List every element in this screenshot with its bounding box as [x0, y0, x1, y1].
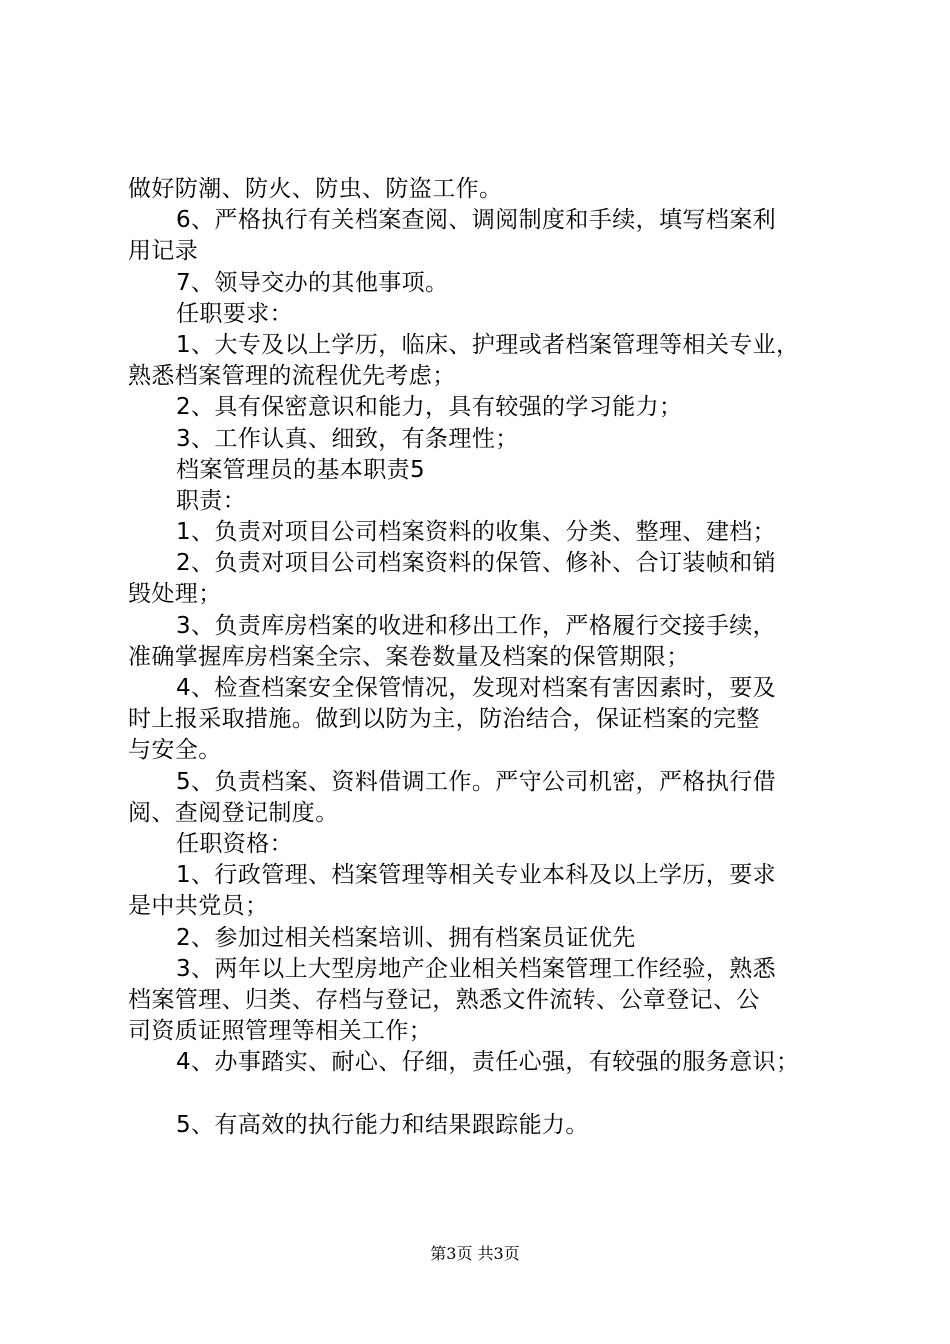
text-line: 1、大专及以上学历，临床、护理或者档案管理等相关专业， [176, 331, 800, 358]
text-line: 做好防潮、防火、防虫、防盗工作。 [128, 176, 503, 202]
text-line: 熟悉档案管理的流程优先考虑； [128, 363, 456, 390]
text-line: 2、负责对项目公司档案资料的保管、修补、合订装帧和销 [176, 550, 777, 577]
text-line: 准确掌握库房档案全宗、案卷数量及档案的保管期限； [128, 643, 690, 670]
text-line: 2、具有保密意识和能力，具有较强的学习能力； [176, 394, 683, 421]
text-line: 阅、查阅登记制度。 [128, 799, 339, 826]
text-line: 1、负责对项目公司档案资料的收集、分类、整理、建档； [176, 519, 777, 546]
text-line: 毁处理； [128, 581, 222, 608]
text-line: 6、严格执行有关档案查阅、调阅制度和手续，填写档案利 [176, 207, 777, 234]
text-line: 7、领导交办的其他事项。 [176, 269, 449, 296]
text-line: 5、有高效的执行能力和结果跟踪能力。 [176, 1111, 589, 1138]
blank-line [128, 1078, 840, 1109]
text-line: 3、工作认真、细致，有条理性； [176, 425, 519, 452]
text-line: 用记录 [128, 238, 199, 265]
section-heading: 任职资格： [176, 830, 293, 857]
text-line: 1、行政管理、档案管理等相关专业本科及以上学历，要求 [176, 862, 777, 889]
text-line: 是中共党员； [128, 893, 269, 920]
text-line: 5、负责档案、资料借调工作。严守公司机密，严格执行借 [176, 768, 777, 795]
document-body [128, 174, 840, 1141]
section-heading: 职责： [176, 487, 247, 514]
text-line: 4、检查档案安全保管情况，发现对档案有害因素时，要及 [176, 675, 777, 701]
text-line: 与安全。 [128, 737, 222, 764]
text-line: 2、参加过相关档案培训、拥有档案员证优先 [176, 924, 636, 951]
page-footer: 第3页 共3页 [430, 1244, 520, 1263]
section-heading: 档案管理员的基本职责5 [176, 456, 426, 483]
text-line: 4、办事踏实、耐心、仔细，责任心强，有较强的服务意识； [176, 1049, 800, 1076]
text-line: 时上报采取措施。做到以防为主，防治结合，保证档案的完整 [128, 706, 760, 733]
text-line: 3、两年以上大型房地产企业相关档案管理工作经验，熟悉 [176, 955, 777, 982]
text-line: 司资质证照管理等相关工作； [128, 1018, 433, 1045]
text-line: 档案管理、归类、存档与登记，熟悉文件流转、公章登记、公 [128, 986, 760, 1013]
text-line: 3、负责库房档案的收进和移出工作，严格履行交接手续， [176, 612, 777, 639]
section-heading: 任职要求： [176, 300, 293, 327]
